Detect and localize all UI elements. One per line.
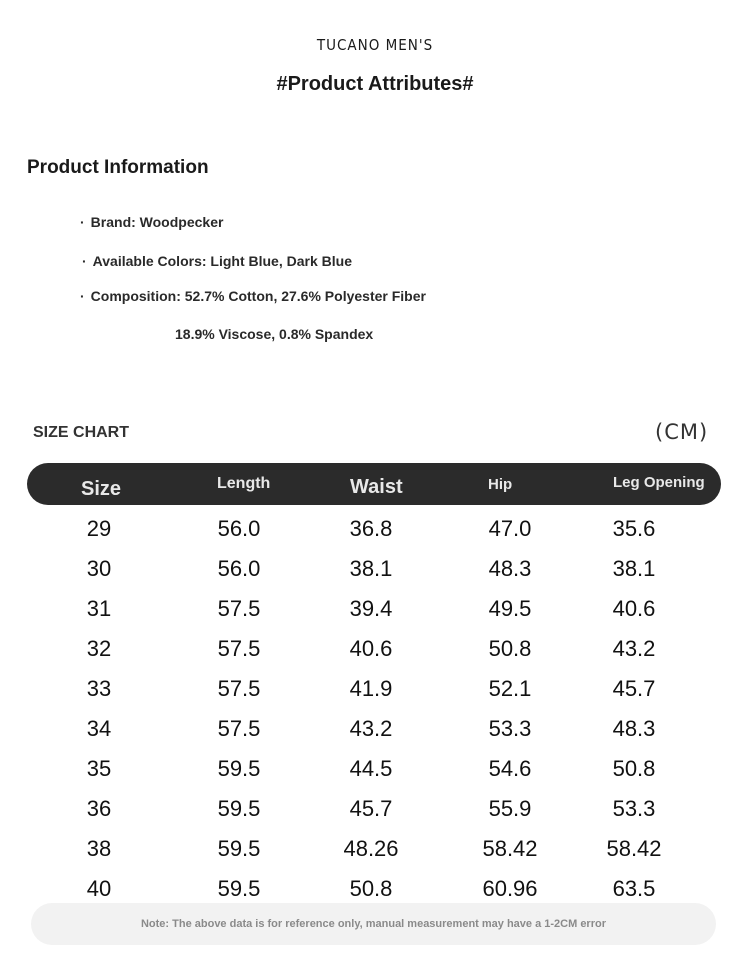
- cell-size: 29: [86, 516, 112, 541]
- page-title: #Product Attributes#: [276, 73, 474, 95]
- bullet: ·: [82, 253, 87, 269]
- table-row: [0, 512, 750, 552]
- cell-waist: 38.1: [349, 556, 393, 581]
- table-row: [0, 712, 750, 752]
- cell-hip: 55.9: [488, 796, 532, 821]
- cell-waist: 50.8: [349, 876, 393, 901]
- note-box: [31, 903, 716, 945]
- cell-waist: 40.6: [349, 636, 393, 661]
- column-header-length: Length: [217, 475, 271, 492]
- cell-length: 59.5: [217, 836, 261, 861]
- cell-hip: 54.6: [488, 756, 532, 781]
- cell-waist: 36.8: [349, 516, 393, 541]
- cell-size: 35: [86, 756, 112, 781]
- bullet: ·: [80, 288, 85, 304]
- cell-length: 59.5: [217, 796, 261, 821]
- colors-attribute-text: Available Colors: Light Blue, Dark Blue: [92, 253, 352, 269]
- brand-name: TUCANO MEN'S: [316, 36, 434, 54]
- cell-hip: 47.0: [488, 516, 532, 541]
- column-header-leg-opening: Leg Opening: [613, 474, 705, 491]
- table-row: [0, 832, 750, 872]
- table-row: [0, 552, 750, 592]
- cell-leg-opening: 50.8: [612, 756, 656, 781]
- cell-size: 40: [86, 876, 112, 901]
- colors-attribute: [82, 253, 352, 269]
- cell-size: 36: [86, 796, 112, 821]
- table-row: [0, 792, 750, 832]
- cell-hip: 60.96: [482, 876, 538, 901]
- column-header-size: Size: [81, 478, 122, 500]
- cell-size: 30: [86, 556, 112, 581]
- cell-leg-opening: 38.1: [612, 556, 656, 581]
- cell-waist: 43.2: [349, 716, 393, 741]
- cell-size: 38: [86, 836, 112, 861]
- cell-hip: 49.5: [488, 596, 532, 621]
- cell-length: 57.5: [217, 596, 261, 621]
- size-chart-title: SIZE CHART: [33, 424, 129, 441]
- table-row: [0, 632, 750, 672]
- table-row: [0, 592, 750, 632]
- cell-hip: 58.42: [482, 836, 538, 861]
- cell-hip: 53.3: [488, 716, 532, 741]
- cell-hip: 50.8: [488, 636, 532, 661]
- cell-size: 32: [86, 636, 112, 661]
- cell-leg-opening: 35.6: [612, 516, 656, 541]
- brand-attribute: [80, 214, 223, 230]
- cell-leg-opening: 40.6: [612, 596, 656, 621]
- cell-waist: 41.9: [349, 676, 393, 701]
- cell-length: 56.0: [217, 516, 261, 541]
- note-text: Note: The above data is for reference only, manual measurement may have a 1-2CM error: [140, 918, 606, 930]
- composition-attribute: [80, 288, 426, 304]
- cell-length: 59.5: [217, 756, 261, 781]
- cell-waist: 44.5: [349, 756, 393, 781]
- table-header: [27, 463, 721, 505]
- cell-hip: 48.3: [488, 556, 532, 581]
- composition-attribute-text: Composition: 52.7% Cotton, 27.6% Polyester Fiber: [90, 288, 426, 304]
- table-row: [0, 672, 750, 712]
- table-row: [0, 752, 750, 792]
- cell-length: 57.5: [217, 716, 261, 741]
- cell-size: 34: [86, 716, 112, 741]
- cell-waist: 39.4: [349, 596, 393, 621]
- cell-leg-opening: 63.5: [612, 876, 656, 901]
- cell-size: 31: [86, 596, 112, 621]
- cell-length: 59.5: [217, 876, 261, 901]
- cell-hip: 52.1: [488, 676, 532, 701]
- column-header-hip: Hip: [488, 476, 513, 493]
- cell-length: 56.0: [217, 556, 261, 581]
- product-info-title: Product Information: [27, 157, 209, 178]
- cell-leg-opening: 43.2: [612, 636, 656, 661]
- column-header-waist: Waist: [350, 476, 403, 498]
- cell-leg-opening: 53.3: [612, 796, 656, 821]
- cell-size: 33: [86, 676, 112, 701]
- cell-length: 57.5: [217, 636, 261, 661]
- composition-attribute-continued: 18.9% Viscose, 0.8% Spandex: [175, 326, 374, 342]
- cell-waist: 48.26: [343, 836, 399, 861]
- cell-leg-opening: 58.42: [606, 836, 662, 861]
- cell-leg-opening: 48.3: [612, 716, 656, 741]
- cell-length: 57.5: [217, 676, 261, 701]
- bullet: ·: [80, 214, 85, 230]
- cell-leg-opening: 45.7: [612, 676, 656, 701]
- cell-waist: 45.7: [349, 796, 393, 821]
- unit-label: (CM): [655, 420, 709, 444]
- brand-attribute-text: Brand: Woodpecker: [90, 214, 224, 230]
